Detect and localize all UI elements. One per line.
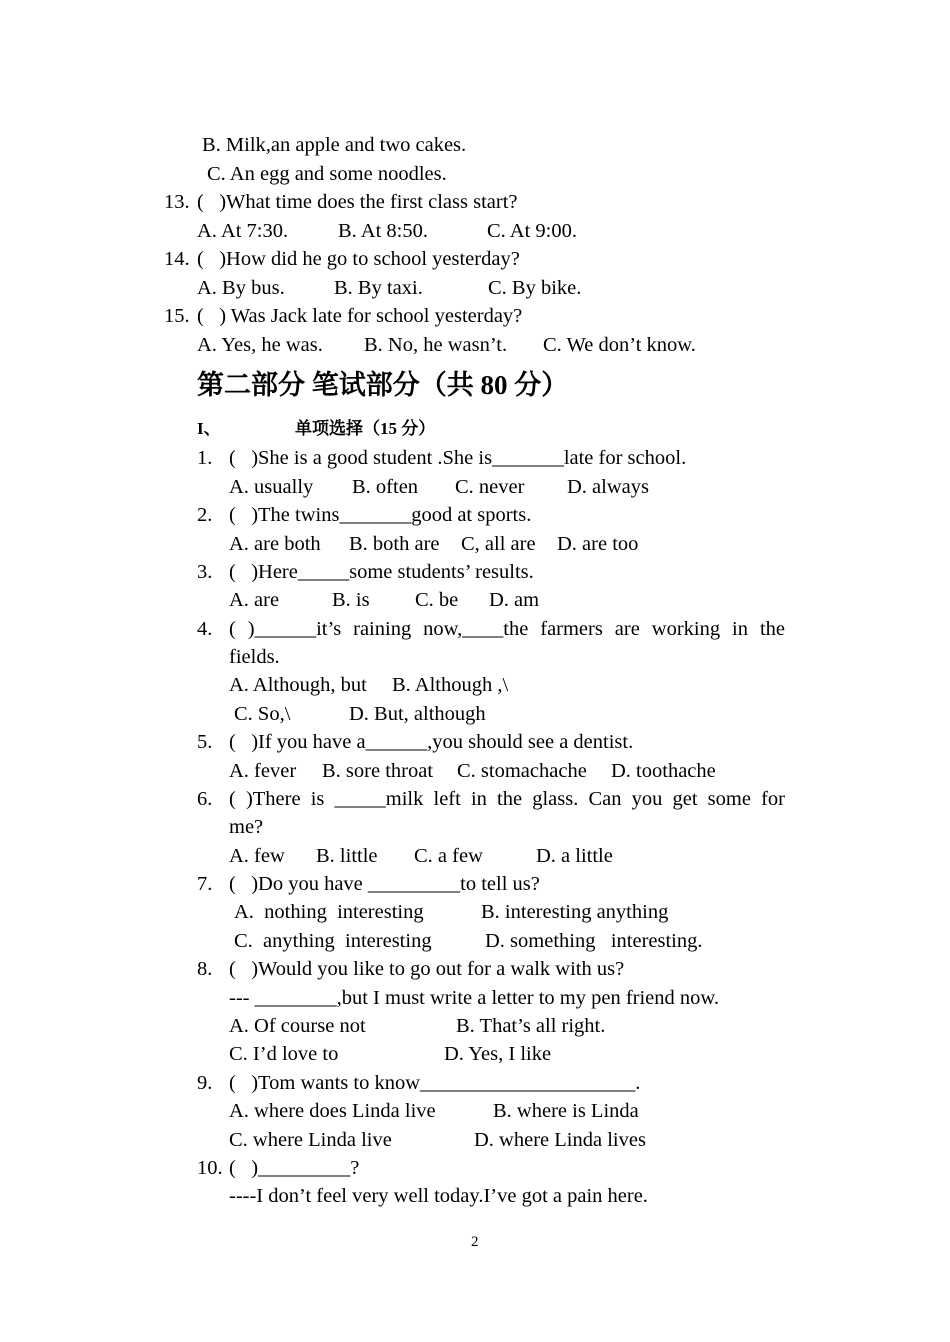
option-d: D. where Linda lives — [474, 1129, 646, 1151]
option-c: C. a few — [414, 845, 483, 867]
option-a: A. usually — [229, 476, 314, 498]
option-d: D. toothache — [611, 760, 716, 782]
question-stem: ( )The twins_______good at sports. — [229, 504, 532, 526]
dialogue-reply: --- ________,but I must write a letter to my pen friend now. — [229, 987, 719, 1009]
option-b: B. little — [316, 845, 378, 867]
section-title: 单项选择（15 分） — [295, 419, 436, 438]
option-a: A. nothing interesting — [234, 901, 424, 923]
q12-option-c: C. An egg and some noodles. — [207, 163, 447, 185]
q15-number: 15. — [164, 305, 190, 327]
option-d: D. a little — [536, 845, 613, 867]
q13-option-a: A. At 7:30. — [197, 220, 289, 242]
question-stem: ( )There is _____milk left in the glass. Can you get some for — [229, 788, 785, 810]
option-a: A. fever — [229, 760, 297, 782]
q15-option-a: A. Yes, he was. — [197, 334, 323, 356]
option-c: C. stomachache — [457, 760, 587, 782]
option-a: A. where does Linda live — [229, 1100, 436, 1122]
part2-title: 第二部分 笔试部分（共 80 分） — [197, 370, 569, 400]
option-a: A. are both — [229, 533, 321, 555]
option-c: C. anything interesting — [234, 930, 432, 952]
question-stem-continued: fields. — [229, 646, 280, 668]
option-a: A. are — [229, 589, 280, 611]
option-c: C. never — [455, 476, 525, 498]
option-b: B. is — [332, 589, 370, 611]
question-stem: ( )Here_____some students’ results. — [229, 561, 534, 583]
option-a: A. few — [229, 845, 285, 867]
question-number: 3. — [197, 561, 213, 583]
option-c: C. So,\ — [234, 703, 291, 725]
question-stem: ( )______it’s raining now,____the farmers are working in the — [229, 618, 785, 640]
q14-option-c: C. By bike. — [488, 277, 582, 299]
option-d: D. But, although — [349, 703, 486, 725]
section-number: I、 — [197, 419, 221, 438]
option-b: B. Although ,\ — [392, 674, 509, 696]
q15-option-b: B. No, he wasn’t. — [364, 334, 508, 356]
question-stem: ( )Tom wants to know_____________________. — [229, 1072, 641, 1094]
option-d: D. are too — [557, 533, 639, 555]
option-b: B. That’s all right. — [456, 1015, 606, 1037]
option-b: B. sore throat — [322, 760, 434, 782]
option-d: D. something interesting. — [485, 930, 703, 952]
question-stem: ( )She is a good student .She is_______late for school. — [229, 447, 687, 469]
option-c: C. I’d love to — [229, 1043, 339, 1065]
page-number: 2 — [471, 1234, 479, 1250]
question-number: 2. — [197, 504, 213, 526]
question-number: 9. — [197, 1072, 213, 1094]
option-a: A. Of course not — [229, 1015, 366, 1037]
q14-option-b: B. By taxi. — [334, 277, 423, 299]
option-c: C. where Linda live — [229, 1129, 392, 1151]
question-stem: ( )_________? — [229, 1157, 360, 1179]
q14-option-a: A. By bus. — [197, 277, 285, 299]
question-number: 8. — [197, 958, 213, 980]
q15-option-c: C. We don’t know. — [543, 334, 696, 356]
q14-number: 14. — [164, 248, 190, 270]
option-d: D. am — [489, 589, 540, 611]
option-d: D. Yes, I like — [444, 1043, 552, 1065]
question-stem: ( )If you have a______,you should see a dentist. — [229, 731, 634, 753]
question-stem: ( )Would you like to go out for a walk with us? — [229, 958, 625, 980]
q13-number: 13. — [164, 191, 190, 213]
q15-stem: ( ) Was Jack late for school yesterday? — [197, 305, 523, 327]
question-number: 1. — [197, 447, 213, 469]
option-c: C, all are — [461, 533, 536, 555]
question-number: 4. — [197, 618, 213, 640]
question-number: 5. — [197, 731, 213, 753]
dialogue-reply: ----I don’t feel very well today.I’ve got a pain here. — [229, 1185, 648, 1207]
question-number: 10. — [197, 1157, 223, 1179]
question-number: 6. — [197, 788, 213, 810]
option-b: B. often — [352, 476, 419, 498]
option-c: C. be — [415, 589, 459, 611]
option-b: B. both are — [349, 533, 440, 555]
question-stem-continued: me? — [229, 816, 264, 838]
option-a: A. Although, but — [229, 674, 367, 696]
q14-stem: ( )How did he go to school yesterday? — [197, 248, 520, 270]
option-d: D. always — [567, 476, 649, 498]
question-number: 7. — [197, 873, 213, 895]
q12-option-b: B. Milk,an apple and two cakes. — [202, 134, 467, 156]
option-b: B. interesting anything — [481, 901, 669, 923]
q13-option-b: B. At 8:50. — [338, 220, 428, 242]
option-b: B. where is Linda — [493, 1100, 639, 1122]
question-stem: ( )Do you have _________to tell us? — [229, 873, 540, 895]
q13-stem: ( )What time does the first class start? — [197, 191, 518, 213]
q13-option-c: C. At 9:00. — [487, 220, 577, 242]
